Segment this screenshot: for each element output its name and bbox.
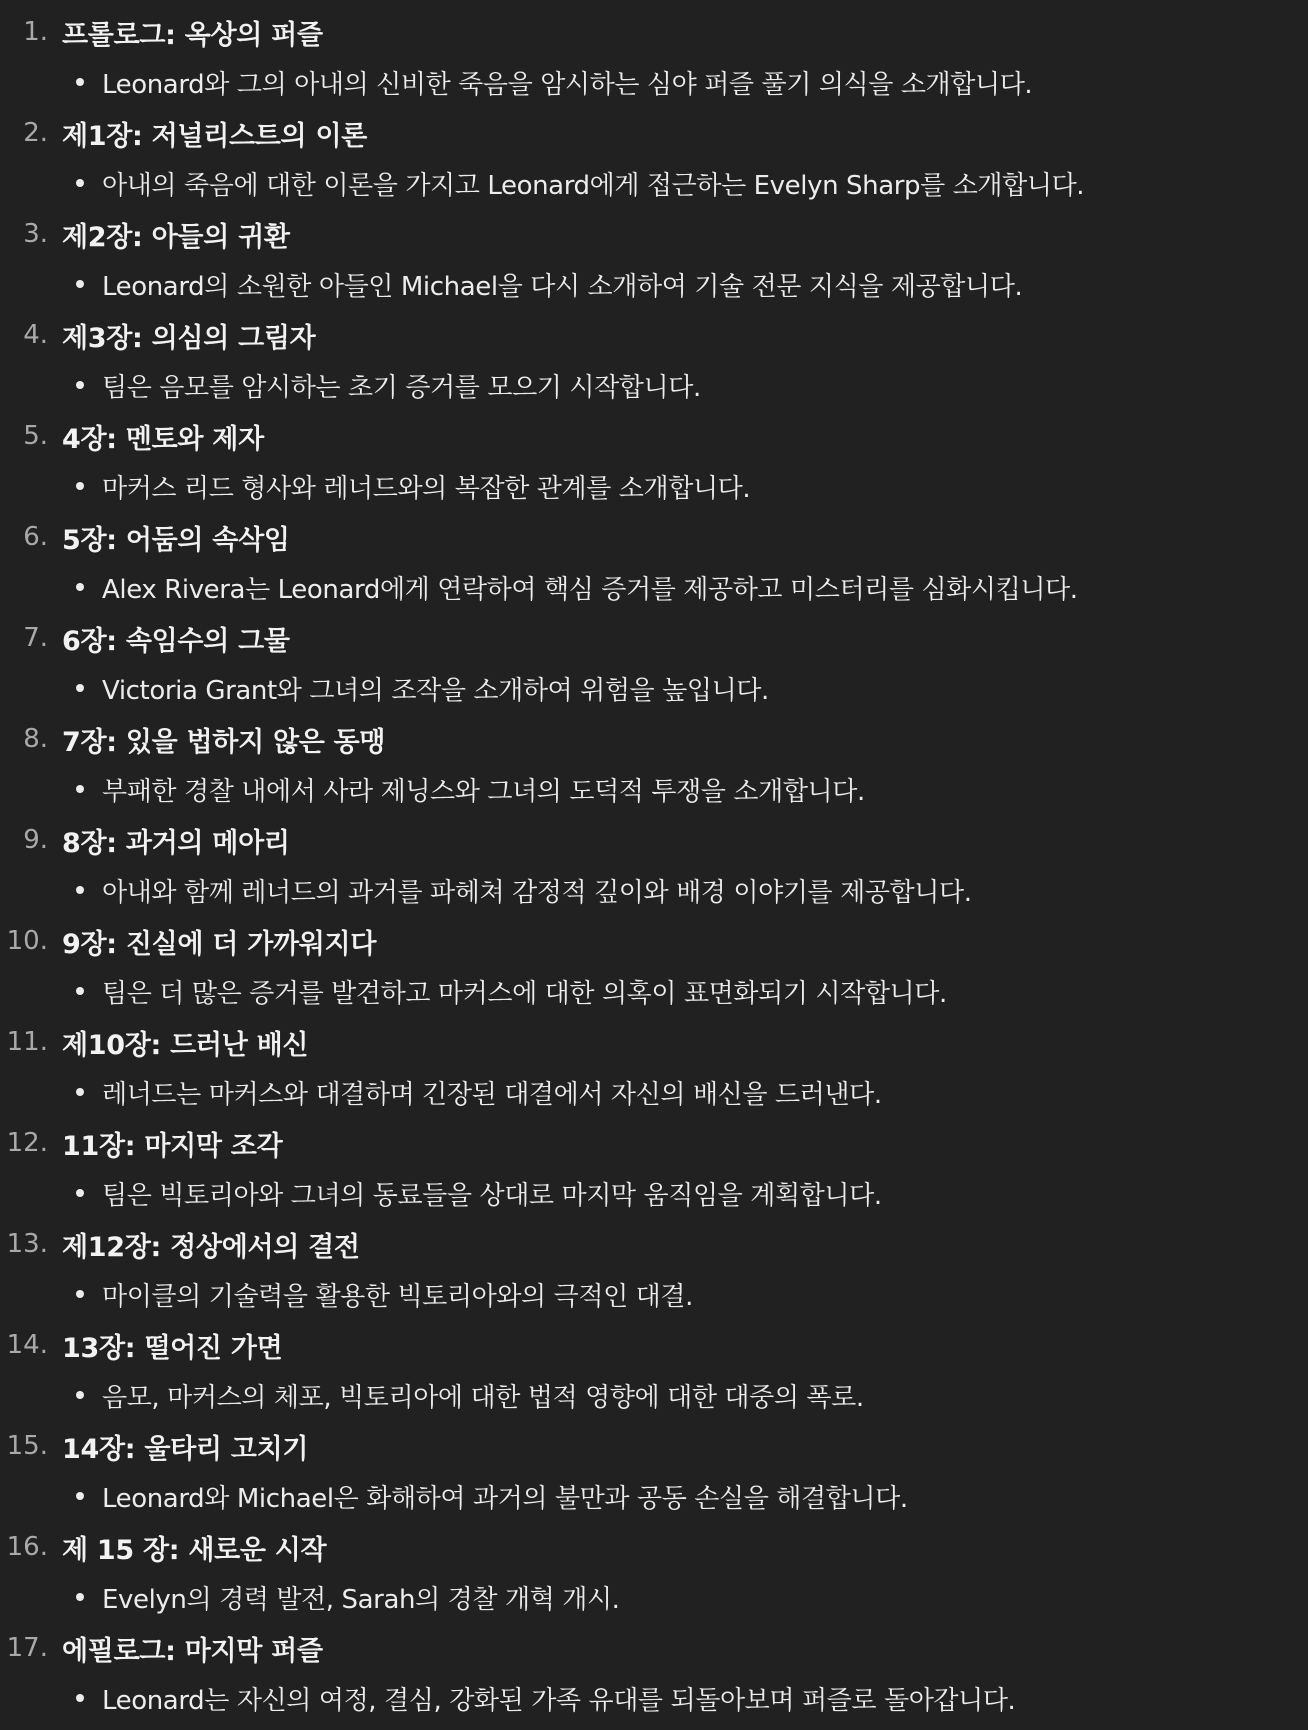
bullet-icon (76, 482, 84, 490)
bullet-icon (76, 1189, 84, 1197)
chapter-title: 13장: 떨어진 가면 (62, 1332, 283, 1364)
chapter-summary-row (0, 359, 1308, 412)
list-item (0, 210, 1308, 311)
list-item (0, 1624, 1308, 1725)
list-item (0, 1220, 1308, 1321)
chapter-summary-row (0, 1167, 1308, 1220)
list-number: 3. (23, 219, 48, 249)
chapter-summary: 팀은 더 많은 증거를 발견하고 마커스에 대한 의혹이 표면화되기 시작합니다. (102, 979, 947, 1009)
list-number: 6. (23, 522, 48, 552)
chapter-heading (0, 917, 1308, 965)
list-item (0, 513, 1308, 614)
list-number: 4. (23, 320, 48, 350)
chapter-heading (0, 210, 1308, 258)
chapter-summary: Leonard는 자신의 여정, 결심, 강화된 가족 유대를 되돌아보며 퍼즐로 돌아갑니다. (102, 1686, 1016, 1716)
chapter-summary: 레너드는 마커스와 대결하며 긴장된 대결에서 자신의 배신을 드러낸다. (102, 1080, 882, 1110)
bullet-icon (76, 886, 84, 894)
chapter-heading (0, 513, 1308, 561)
list-item (0, 8, 1308, 109)
chapter-summary: Leonard와 Michael은 화해하여 과거의 불만과 공동 손실을 해결합니다. (102, 1484, 908, 1514)
chapter-heading (0, 715, 1308, 763)
chapter-summary-row (0, 157, 1308, 210)
chapter-title: 5장: 어둠의 속삭임 (62, 524, 290, 556)
list-item (0, 1119, 1308, 1220)
bullet-icon (76, 987, 84, 995)
chapter-summary: Leonard와 그의 아내의 신비한 죽음을 암시하는 심야 퍼즐 풀기 의식을 소개합니다. (102, 70, 1033, 100)
chapter-title: 9장: 진실에 더 가까워지다 (62, 928, 377, 960)
chapter-title: 4장: 멘토와 제자 (62, 423, 264, 455)
bullet-icon (76, 785, 84, 793)
chapter-summary-row (0, 561, 1308, 614)
list-item (0, 614, 1308, 715)
list-item (0, 715, 1308, 816)
chapter-summary: 아내와 함께 레너드의 과거를 파헤쳐 감정적 깊이와 배경 이야기를 제공합니다. (102, 878, 972, 908)
chapter-title: 8장: 과거의 메아리 (62, 827, 290, 859)
chapter-summary-row (0, 965, 1308, 1018)
chapter-heading (0, 8, 1308, 56)
list-item (0, 412, 1308, 513)
chapter-summary-row (0, 460, 1308, 513)
chapter-heading (0, 614, 1308, 662)
list-item (0, 1321, 1308, 1422)
list-number: 10. (6, 926, 48, 956)
chapter-outline-list (0, 8, 1308, 1725)
chapter-summary-row (0, 56, 1308, 109)
chapter-summary-row (0, 1470, 1308, 1523)
list-number: 1. (23, 17, 48, 47)
bullet-icon (76, 583, 84, 591)
chapter-heading (0, 109, 1308, 157)
chapter-title: 6장: 속임수의 그물 (62, 625, 290, 657)
list-number: 11. (6, 1027, 48, 1057)
chapter-summary-row (0, 1571, 1308, 1624)
bullet-icon (76, 280, 84, 288)
chapter-title: 프롤로그: 옥상의 퍼즐 (62, 19, 323, 51)
list-item (0, 1422, 1308, 1523)
chapter-summary: Leonard의 소원한 아들인 Michael을 다시 소개하여 기술 전문 지식을 제공합니다. (102, 272, 1023, 302)
list-number: 2. (23, 118, 48, 148)
chapter-title: 제3장: 의심의 그림자 (62, 322, 316, 354)
list-number: 16. (6, 1532, 48, 1562)
list-item (0, 917, 1308, 1018)
chapter-title: 제10장: 드러난 배신 (62, 1029, 309, 1061)
chapter-summary: Victoria Grant와 그녀의 조작을 소개하여 위험을 높입니다. (102, 676, 769, 706)
bullet-icon (76, 1694, 84, 1702)
bullet-icon (76, 1593, 84, 1601)
chapter-heading (0, 1624, 1308, 1672)
chapter-title: 에필로그: 마지막 퍼즐 (62, 1635, 323, 1667)
list-number: 8. (23, 724, 48, 754)
chapter-heading (0, 412, 1308, 460)
chapter-summary-row (0, 763, 1308, 816)
chapter-title: 11장: 마지막 조각 (62, 1130, 283, 1162)
chapter-summary: 마커스 리드 형사와 레너드와의 복잡한 관계를 소개합니다. (102, 474, 751, 504)
chapter-summary-row (0, 864, 1308, 917)
list-number: 13. (6, 1229, 48, 1259)
bullet-icon (76, 179, 84, 187)
chapter-summary-row (0, 662, 1308, 715)
chapter-title: 제2장: 아들의 귀환 (62, 221, 290, 253)
chapter-summary: Alex Rivera는 Leonard에게 연락하여 핵심 증거를 제공하고 미스터리를 심화시킵니다. (102, 575, 1078, 605)
bullet-icon (76, 381, 84, 389)
bullet-icon (76, 1492, 84, 1500)
chapter-heading (0, 816, 1308, 864)
bullet-icon (76, 684, 84, 692)
list-item (0, 1018, 1308, 1119)
list-number: 12. (6, 1128, 48, 1158)
chapter-summary: 아내의 죽음에 대한 이론을 가지고 Leonard에게 접근하는 Evelyn Sharp를 소개합니다. (102, 171, 1085, 201)
list-number: 14. (6, 1330, 48, 1360)
chapter-title: 7장: 있을 법하지 않은 동맹 (62, 726, 386, 758)
chapter-summary-row (0, 258, 1308, 311)
chapter-summary-row (0, 1066, 1308, 1119)
chapter-summary-row (0, 1672, 1308, 1725)
chapter-heading (0, 1523, 1308, 1571)
bullet-icon (76, 1391, 84, 1399)
chapter-summary: Evelyn의 경력 발전, Sarah의 경찰 개혁 개시. (102, 1585, 620, 1615)
list-number: 15. (6, 1431, 48, 1461)
chapter-heading (0, 1018, 1308, 1066)
list-number: 9. (23, 825, 48, 855)
chapter-summary: 마이클의 기술력을 활용한 빅토리아와의 극적인 대결. (102, 1282, 693, 1312)
chapter-summary: 부패한 경찰 내에서 사라 제닝스와 그녀의 도덕적 투쟁을 소개합니다. (102, 777, 865, 807)
list-number: 7. (23, 623, 48, 653)
chapter-summary: 음모, 마커스의 체포, 빅토리아에 대한 법적 영향에 대한 대중의 폭로. (102, 1383, 864, 1413)
list-item (0, 311, 1308, 412)
chapter-heading (0, 1321, 1308, 1369)
chapter-heading (0, 311, 1308, 359)
chapter-summary: 팀은 음모를 암시하는 초기 증거를 모으기 시작합니다. (102, 373, 701, 403)
bullet-icon (76, 1290, 84, 1298)
bullet-icon (76, 78, 84, 86)
chapter-summary-row (0, 1369, 1308, 1422)
bullet-icon (76, 1088, 84, 1096)
list-item (0, 109, 1308, 210)
list-number: 5. (23, 421, 48, 451)
chapter-heading (0, 1220, 1308, 1268)
chapter-title: 제 15 장: 새로운 시작 (62, 1534, 327, 1566)
chapter-heading (0, 1422, 1308, 1470)
chapter-title: 제1장: 저널리스트의 이론 (62, 120, 368, 152)
chapter-title: 14장: 울타리 고치기 (62, 1433, 309, 1465)
chapter-summary-row (0, 1268, 1308, 1321)
chapter-heading (0, 1119, 1308, 1167)
chapter-title: 제12장: 정상에서의 결전 (62, 1231, 360, 1263)
list-item (0, 816, 1308, 917)
list-item (0, 1523, 1308, 1624)
chapter-summary: 팀은 빅토리아와 그녀의 동료들을 상대로 마지막 움직임을 계획합니다. (102, 1181, 882, 1211)
list-number: 17. (6, 1633, 48, 1663)
